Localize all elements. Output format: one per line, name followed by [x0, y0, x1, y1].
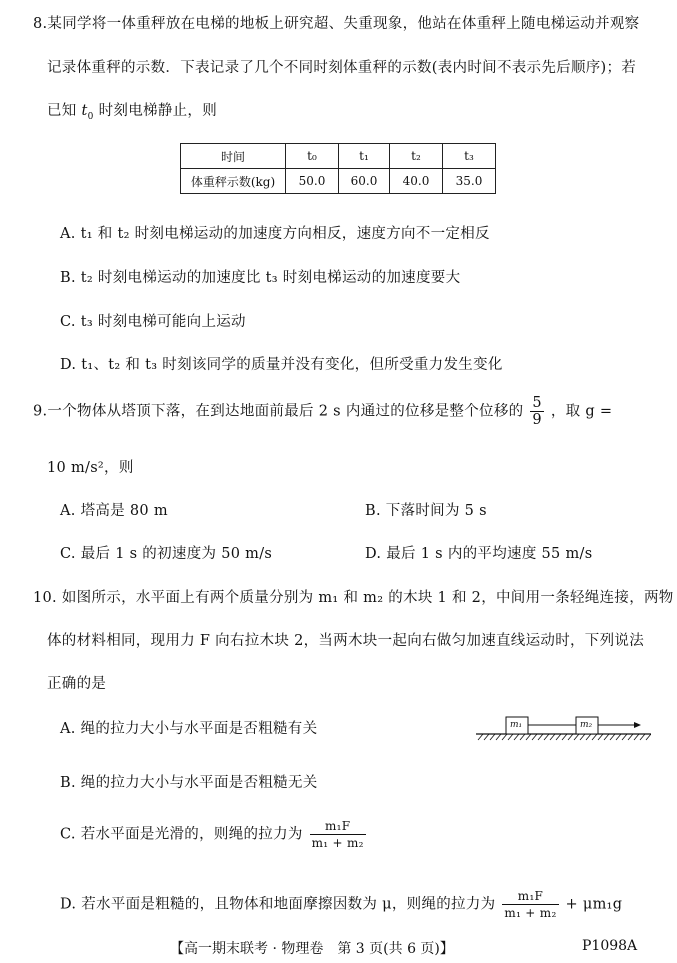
block2-label: m₂ — [580, 720, 593, 730]
q8-line2: 记录体重秤的示数．下表记录了几个不同时刻体重秤的示数(表内时间不表示先后顺序)；若 — [47, 60, 637, 76]
arrow-head — [634, 722, 641, 728]
weight-table — [180, 143, 496, 194]
q8-option-c: C. t₃ 时刻电梯可能向上运动 — [60, 314, 246, 330]
q10-c-fraction: $\frac{\text{m₁F}}{\text{m₁ + m₂}}$ — [311, 819, 364, 850]
table-time-cell: t₂ — [390, 144, 443, 169]
q9-option-d: D. 最后 1 s 内的平均速度 55 m/s — [365, 546, 593, 562]
q9-option-a: A. 塔高是 80 m — [60, 503, 168, 519]
q8-line1: 8.某同学将一体重秤放在电梯的地板上研究超、失重现象，他站在体重秤上随电梯运动并观察 — [33, 16, 640, 32]
q9-fraction: $\frac{5}{9}$ — [532, 395, 542, 428]
table-row — [181, 169, 496, 194]
table-value-cell: 60.0 — [339, 169, 390, 194]
q10-d-fraction: $\frac{\text{m₁F}}{\text{m₁ + m₂}}$ — [504, 889, 557, 920]
block1-label: m₁ — [510, 720, 523, 730]
q10-option-a: A. 绳的拉力大小与水平面是否粗糙有关 — [60, 721, 318, 737]
q8-option-d: D. t₁、t₂ 和 t₃ 时刻该同学的质量并没有变化，但所受重力发生变化 — [60, 357, 503, 373]
q9-line1: 9.一个物体从塔顶下落，在到达地面前最后 2 s 内通过的位移是整个位移的 $\frac{5}{9}$ ，取 g = — [33, 395, 613, 428]
table-time-cell: t₁ — [339, 144, 390, 169]
table-time-cell: t₃ — [443, 144, 496, 169]
q10-line1: 10. 如图所示，水平面上有两个质量分别为 m₁ 和 m₂ 的木块 1 和 2，中间用一条轻绳连接，两物 — [33, 590, 674, 606]
q9-option-c: C. 最后 1 s 的初速度为 50 m/s — [60, 546, 273, 562]
table-time-cell: t₀ — [286, 144, 339, 169]
q10-line3: 正确的是 — [47, 676, 107, 692]
q8-option-a: A. t₁ 和 t₂ 时刻电梯运动的加速度方向相反，速度方向不一定相反 — [60, 226, 490, 242]
table-row-label: 体重秤示数(kg) — [181, 169, 286, 194]
table-value-cell: 35.0 — [443, 169, 496, 194]
table-value-cell: 50.0 — [286, 169, 339, 194]
q8-option-b: B. t₂ 时刻电梯运动的加速度比 t₃ 时刻电梯运动的加速度要大 — [60, 270, 461, 286]
q10-option-b: B. 绳的拉力大小与水平面是否粗糙无关 — [60, 775, 318, 791]
q10-option-c: C. 若水平面是光滑的，则绳的拉力为 $\frac{\text{m₁F}}{\text{m₁ + m₂}}$ — [60, 819, 364, 850]
q10-line2: 体的材料相同，现用力 F 向右拉木块 2，当两木块一起向右做匀加速直线运动时，下列说法 — [47, 633, 645, 649]
table-value-cell: 40.0 — [390, 169, 443, 194]
table-row — [181, 144, 496, 169]
q9-line2: 10 m/s²，则 — [47, 460, 134, 476]
blocks-figure — [476, 712, 651, 744]
q8-line3: 已知 $t_0$ 时刻电梯静止，则 — [47, 103, 218, 122]
page-code: P1098A — [582, 938, 638, 954]
page-footer: 【高一期末联考 · 物理卷 第 3 页(共 6 页)】 — [170, 941, 454, 957]
table-header-label: 时间 — [181, 144, 286, 169]
q9-option-b: B. 下落时间为 5 s — [365, 503, 487, 519]
q10-option-d: D. 若水平面是粗糙的，且物体和地面摩擦因数为 μ，则绳的拉力为 $\frac{\text{m₁F}}{\text{m₁ + m₂}}$ + μm₁g — [60, 889, 623, 920]
